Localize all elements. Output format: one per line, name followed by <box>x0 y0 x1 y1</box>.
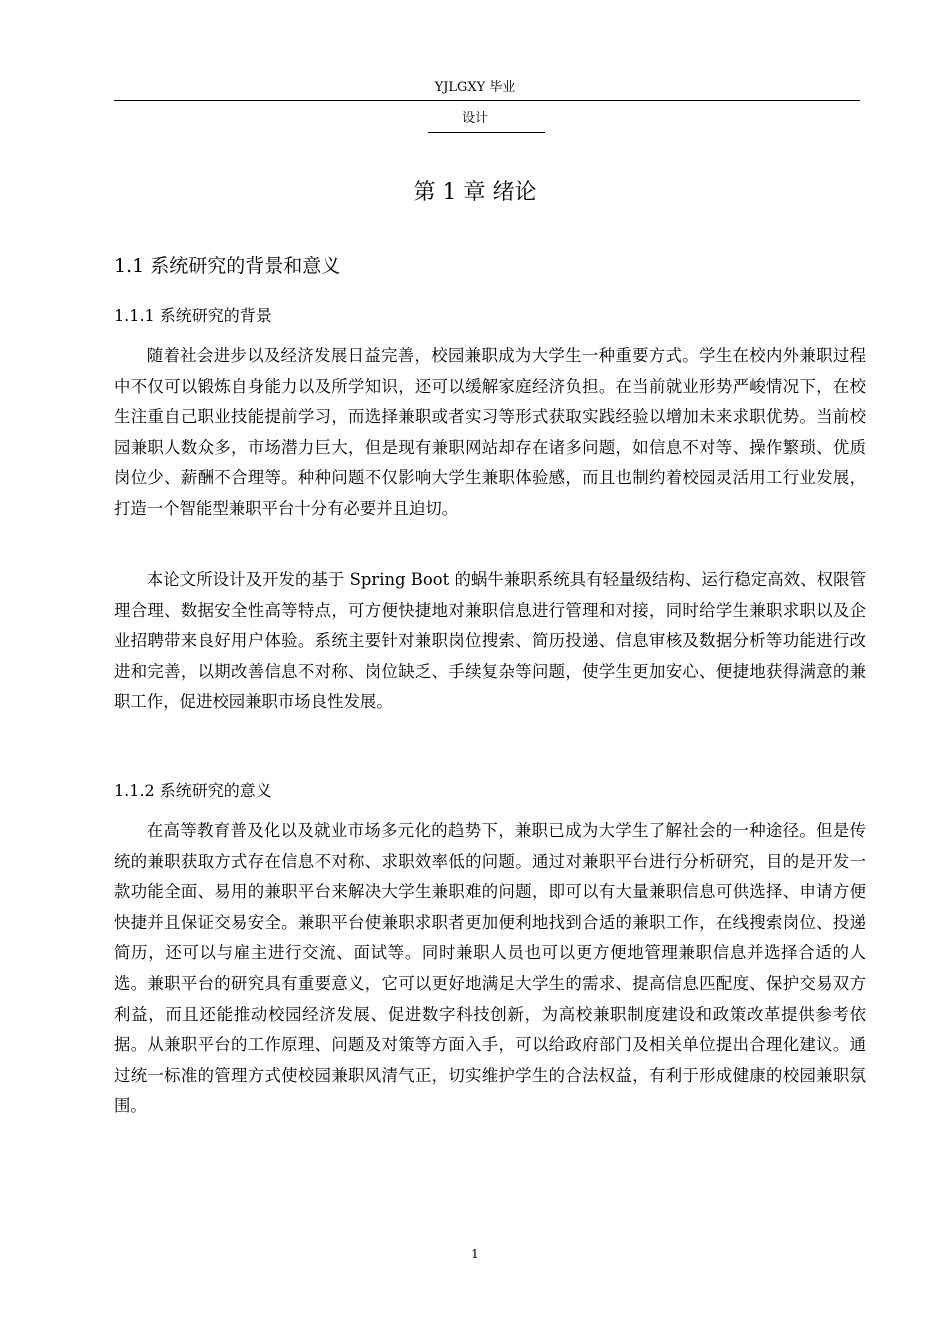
paragraph-significance-1: 在高等教育普及化以及就业市场多元化的趋势下，兼职已成为大学生了解社会的一种途径。但是传统的兼职获取方式存在信息不对称、求职效率低的问题。通过对兼职平台进行分析研究，目的是开发一款功能全面、易用的兼职平台来解决大学生兼职难的问题，即可以有大量兼职信息可供选择、申请方便快捷并且保证交易安全。兼职平台使兼职求职者更加便利地找到合适的兼职工作，在线搜索岗位、投递简历，还可以与雇主进行交流、面试等。同时兼职人员也可以更方便地管理兼职信息并选择合适的人选。兼职平台的研究具有重要意义，它可以更好地满足大学生的需求、提高信息匹配度、保护交易双方利益，而且还能推动校园经济发展、促进数字科技创新，为高校兼职制度建设和政策改革提供参考依据。从兼职平台的工作原理、问题及对策等方面入手，可以给政府部门及相关单位提出合理化建议。通过统一标准的管理方式使校园兼职风清气正，切实维护学生的合法权益，有利于形成健康的校园兼职氛围。 <box>114 821 866 1116</box>
page-number: 1 <box>471 1247 479 1261</box>
running-header-subtitle: 设计 <box>461 111 488 126</box>
chapter-title: 第 1 章 绪论 <box>413 180 537 205</box>
subsection-title-significance: 1.1.2 系统研究的意义 <box>114 781 272 800</box>
header-rule <box>114 100 860 101</box>
paragraph-background-2: 本论文所设计及开发的基于 Spring Boot 的蜗牛兼职系统具有轻量级结构、运行稳定高效、权限管理合理、数据安全性高等特点，可方便快捷地对兼职信息进行管理和对接，同时给学生兼职求职以及企业招聘带来良好用户体验。系统主要针对兼职岗位搜索、简历投递、信息审核及数据分析等功能进行改进和完善，以期改善信息不对称、岗位缺乏、手续复杂等问题，使学生更加安心、便捷地获得满意的兼职工作，促进校园兼职市场良性发展。 <box>114 570 866 712</box>
subsection-title-background: 1.1.1 系统研究的背景 <box>114 306 272 325</box>
paragraph-background-1: 随着社会进步以及经济发展日益完善，校园兼职成为大学生一种重要方式。学生在校内外兼职过程中不仅可以锻炼自身能力以及所学知识，还可以缓解家庭经济负担。在当前就业形势严峻情况下，在校生注重自己职业技能提前学习，而选择兼职或者实习等形式获取实践经验以增加未来求职优势。当前校园兼职人数众多，市场潜力巨大，但是现有兼职网站却存在诸多问题，如信息不对等、操作繁琐、优质岗位少、薪酬不合理等。种种问题不仅影响大学生兼职体验感，而且也制约着校园灵活用工行业发展，打造一个智能型兼职平台十分有必要并且迫切。 <box>114 346 866 518</box>
running-header-title: YJLGXY 毕业 <box>434 80 516 95</box>
header-subtitle-rule <box>428 132 545 133</box>
section-title: 1.1 系统研究的背景和意义 <box>114 255 341 277</box>
